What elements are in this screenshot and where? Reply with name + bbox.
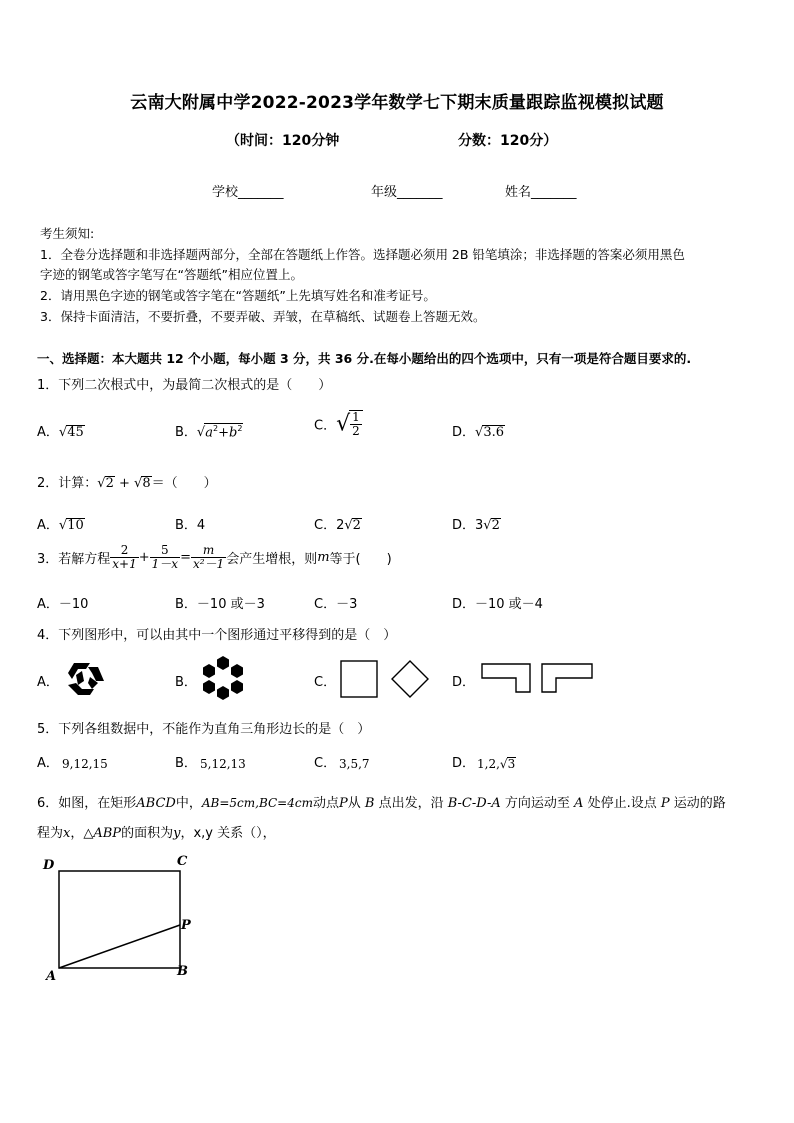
q1-option-d: D．√3.6 <box>452 425 504 440</box>
math-text: ABP <box>93 826 122 841</box>
label-b: B <box>177 964 188 979</box>
q5-option-c-label: C． <box>314 756 337 771</box>
q2-option-a: A．√10 <box>37 518 84 533</box>
q6-line-2 <box>37 822 276 841</box>
q5-stem: 5．下列各组数据中，不能作为直角三角形边长的是（ ） <box>37 722 371 737</box>
radicand: 45 <box>67 425 84 440</box>
stem-text: 6．如图，在矩形 <box>37 796 137 811</box>
stem-text: 处停止.设点 <box>587 796 657 811</box>
q4-stem: 4．下列图形中，可以由其中一个图形通过平移得到的是（ ） <box>37 628 397 643</box>
q5-option-b-value: 5,12,13 <box>200 757 246 771</box>
notice-item-1b: 字迹的钢笔或答字笔写在“答题纸”相应位置上。 <box>40 267 303 282</box>
label-c: C <box>177 854 188 869</box>
stem-text: 点出发，沿 <box>378 796 444 811</box>
q2-option-b: B．4 <box>175 518 206 533</box>
stem-text: 3．若解方程 <box>37 552 111 568</box>
label-a: A <box>46 969 57 984</box>
stem-text: 动点 <box>312 796 339 811</box>
stem-text: 的面积为 <box>121 826 174 841</box>
fraction-denominator: x+1 <box>112 557 137 572</box>
q5-option-d-label: D． <box>452 756 476 771</box>
radicand-a: a <box>205 425 213 440</box>
q4-option-d-label: D． <box>452 675 476 690</box>
exam-score: 分数：120分） <box>458 133 558 149</box>
l-shapes-icon <box>480 662 596 694</box>
fraction-denominator: 2 <box>352 424 360 439</box>
math-text: B <box>364 796 375 811</box>
stem-text: 从 <box>347 796 361 811</box>
rectangle-outline <box>59 871 180 968</box>
value-text: 1,2, <box>477 757 500 771</box>
variable-m: m <box>317 550 330 566</box>
fraction-numerator: 1 <box>352 410 360 424</box>
stem-text: 程为 <box>37 826 64 841</box>
option-label: C．2 <box>314 518 345 533</box>
q1-stem: 1．下列二次根式中，为最简二次根式的是（ ） <box>37 378 332 393</box>
option-label: C． <box>314 418 337 434</box>
q3-stem: 3．若解方程 $\frac{2}{x+1}$ + $\frac{5}{1-x}$ = $\frac{m}{\text{x²－1}}$ 会产生增根，则 m 等于( ) <box>37 543 392 572</box>
fraction-numerator: m <box>202 543 215 557</box>
hexagon-ring-icon <box>199 654 247 702</box>
radicand: 2 <box>105 476 114 491</box>
option-label: B． <box>175 425 197 440</box>
rectangle-abcd-figure <box>36 850 206 985</box>
grade-field: 年级_______ <box>371 185 443 200</box>
math-text: A <box>574 796 584 811</box>
stem-text: 会产生增根，则 <box>226 552 318 568</box>
stem-text: ＝（ ） <box>151 476 217 491</box>
q2-stem: 2．计算：√2 + √8＝（ ） <box>37 476 217 491</box>
school-field: 学校_______ <box>212 185 284 200</box>
math-text: x <box>63 826 71 841</box>
q1-option-b: B．$√a^2+b^2$ <box>175 423 243 440</box>
square-and-diamond-icon <box>338 658 432 700</box>
radicand: 3 <box>507 757 516 771</box>
radicand: 8 <box>142 476 151 491</box>
q5-option-b-label: B． <box>175 756 197 771</box>
stem-text: 等于( ) <box>329 552 392 568</box>
stem-text: ，△ <box>70 826 94 841</box>
math-text: ABCD <box>136 796 176 811</box>
stem-text: 中， <box>175 796 202 811</box>
stem-text: 2．计算： <box>37 476 98 491</box>
math-text: B-C-D-A <box>447 796 501 811</box>
notice-item-2: 2．请用黑色字迹的钢笔或答字笔在“答题纸”上先填写姓名和准考证号。 <box>40 288 436 303</box>
q4-option-c-label: C． <box>314 675 337 690</box>
q4-option-a-label: A． <box>37 675 59 690</box>
q2-option-c: C．2√2 <box>314 518 361 533</box>
exam-time: （时间：120分钟 <box>226 133 340 149</box>
radicand: 3.6 <box>483 425 504 440</box>
stem-text: 运动的路 <box>673 796 726 811</box>
name-field: 姓名_______ <box>505 185 577 200</box>
q5-option-c-value: 3,5,7 <box>339 757 370 771</box>
q2-option-d: D．3√2 <box>452 518 500 533</box>
radicand-b: b <box>228 425 238 440</box>
radicand: 2 <box>352 518 361 533</box>
radicand: 2 <box>491 518 500 533</box>
q4-option-b-label: B． <box>175 675 197 690</box>
label-d: D <box>43 858 55 873</box>
notice-item-1a: 1．全卷分选择题和非选择题两部分，全部在答题纸上作答。选择题必须用 2B 铅笔填涂；非选择题的答案必须用黑色 <box>40 247 685 262</box>
math-text: P <box>338 796 348 811</box>
segment-ap <box>59 925 180 968</box>
q3-option-a: A．－10 <box>37 597 89 612</box>
q3-option-d: D．－10 或－4 <box>452 597 543 612</box>
label-p: P <box>181 918 191 933</box>
stem-text: 方向运动至 <box>504 796 570 811</box>
q1-option-a: A．√45 <box>37 425 84 440</box>
stem-text: ，x,y 关系（）， <box>180 826 276 841</box>
radicand: 10 <box>67 518 84 533</box>
notice-item-3: 3．保持卡面清洁，不要折叠，不要弄破、弄皱，在草稿纸、试题卷上答题无效。 <box>40 309 486 324</box>
option-label: A． <box>37 425 59 440</box>
triangle-pinwheel-icon <box>64 659 108 699</box>
math-text: y <box>173 826 181 841</box>
q3-option-c: C．－3 <box>314 597 358 612</box>
q1-option-c: C．√ $\frac{1}{2}$ <box>314 410 363 438</box>
fraction-denominator: 1－x <box>151 557 179 572</box>
q5-option-d-value: 1,2,√3 <box>477 757 516 771</box>
option-label: D．3 <box>452 518 484 533</box>
page-title: 云南大附属中学2022-2023学年数学七下期末质量跟踪监视模拟试题 <box>130 93 664 113</box>
q6-line-1 <box>37 792 726 811</box>
fraction-numerator: 2 <box>120 543 129 557</box>
q5-option-a-label: A． <box>37 756 59 771</box>
math-text: P <box>660 796 670 811</box>
q3-option-b: B．－10 或－3 <box>175 597 265 612</box>
math-text: AB=5cm,BC=4cm <box>201 796 313 810</box>
notice-heading: 考生须知: <box>40 226 95 241</box>
section-heading: 一、选择题：本大题共 12 个小题，每小题 3 分，共 36 分.在每小题给出的四个选项中，只有一项是符合题目要求的. <box>37 351 692 366</box>
option-label: A． <box>37 518 59 533</box>
option-label: D． <box>452 425 476 440</box>
fraction-numerator: 5 <box>161 543 169 557</box>
q5-option-a-value: 9,12,15 <box>62 757 108 771</box>
fraction-denominator: x²－1 <box>192 557 225 572</box>
